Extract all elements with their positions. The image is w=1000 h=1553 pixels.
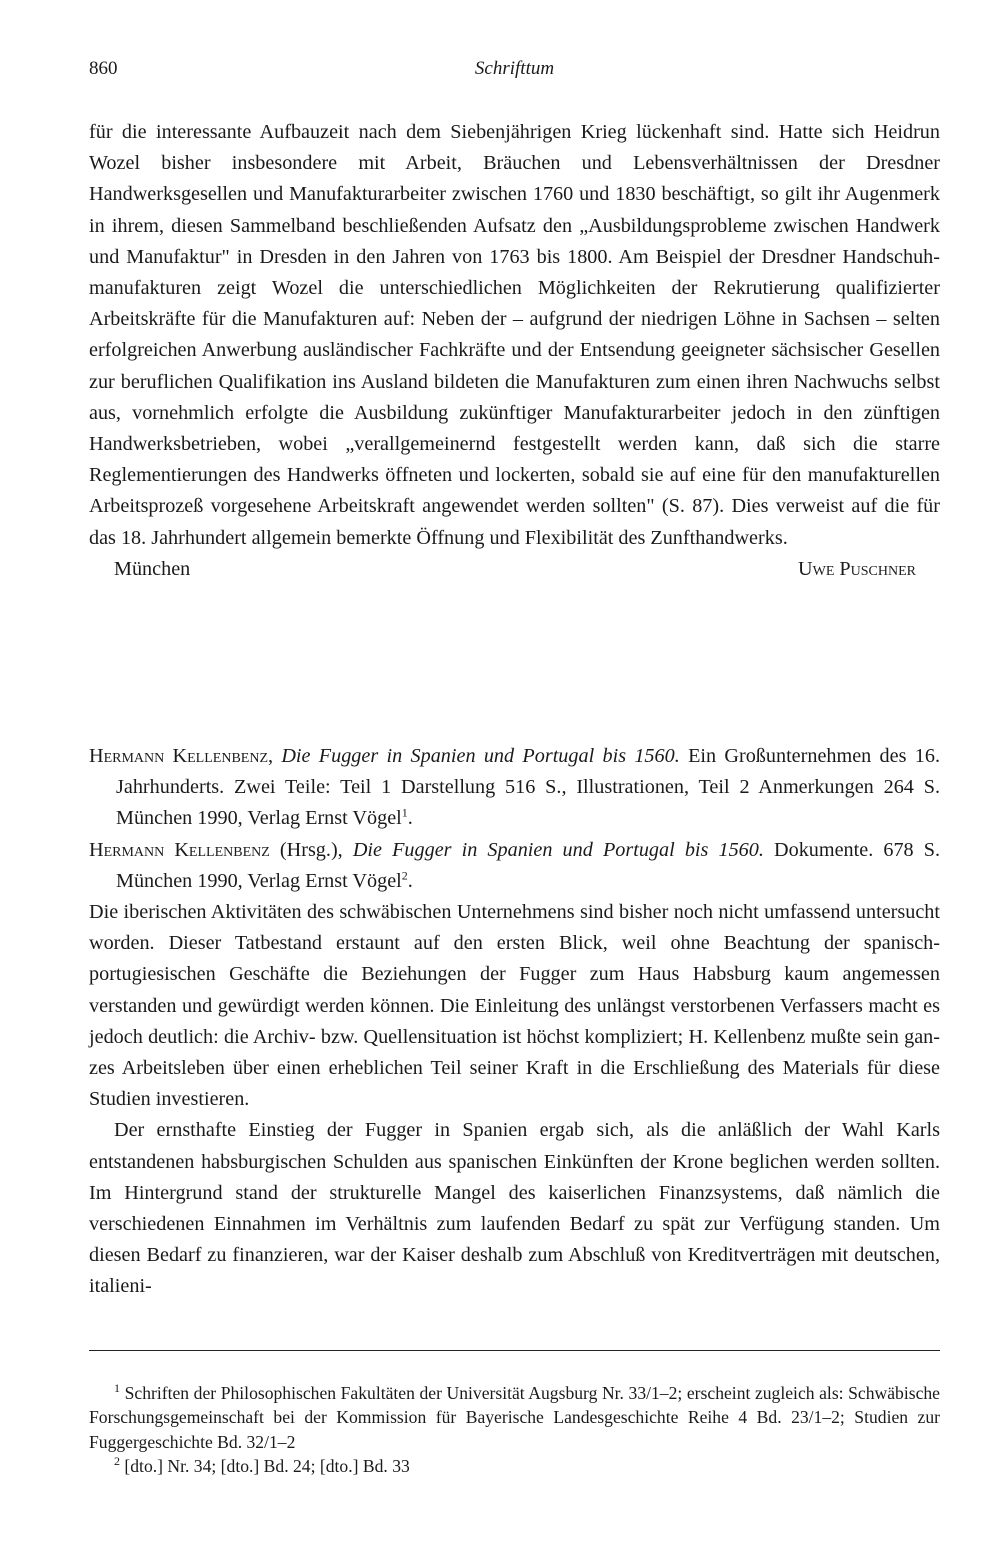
entry-details: Ein Großunternehmen des 16. Jahrhunderts. Zwei Teile: Teil 1 Darstellung 516 S., Illustrationen, Teil 2 Anmerkungen 264 S. München 1990, Verlag Ernst Vögel xyxy=(116,745,940,830)
footnote-text: [dto.] Nr. 34; [dto.] Bd. 24; [dto.] Bd. 33 xyxy=(124,1456,410,1477)
running-title: Schrifttum xyxy=(474,58,555,79)
entry-title: Die Fugger in Spanien und Portugal bis 1560. xyxy=(281,745,680,767)
previous-review-paragraph: für die interessante Aufbauzeit nach dem Siebenjährigen Krieg lückenhaft sind. Hatte sich Heidrun Wozel bisher insbesondere mit Arbeit, Bräuchen und Lebensverhältnissen der Dresdner Handwerksgesellen und Manufakturarbeiter zwischen 1760 und 1830 beschäftigt, so gilt ihr Augenmerk in ihrem, diesen Sammelband beschließenden Aufsatz den „Ausbildungsprobleme zwischen Handwerk und Manufaktur" in Dresden in den Jahren von 1763 bis 1800. Am Beispiel der Dresdner Handschuhmanufakturen zeigt Wozel die unterschiedlichen Möglichkeiten der Rekrutierung qualifizierter Arbeitskräfte für die Manufakturen auf: Neben der – aufgrund der niedrigen Löhne in Sachsen – selten erfolgreichen Anwerbung ausländischer Fachkräfte und der Entsendung geeigneter sächsischer Gesellen zur beruflichen Qualifikation ins Ausland bildeten die Manufakturen zum einen ihren Nachwuchs selbst aus, vornehmlich erfolgte die Ausbildung zukünftiger Manufakturarbeiter jedoch in den zünftigen Handwerksbetrieben, wobei „verallgemeinernd festgestellt werden kann, daß sich die starre Reglementierungen des Handwerks öffneten und lockerten, sobald sie auf eine für den manufakturellen Arbeitsprozeß vorgesehene Arbeitskraft angewendet werden sollten" (S. 87). Dies verweist auf die für das 18. Jahrhundert allgemein bemerkte Öffnung und Flexibilität des Zunfthandwerks. xyxy=(89,121,940,549)
review-text xyxy=(89,897,940,1303)
review-paragraph: Die iberischen Aktivitäten des schwäbischen Unternehmens sind bisher noch nicht umfassend untersucht worden. Dieser Tatbestand erstaunt auf den ersten Blick, weil ohne Beachtung der spanisch-portugiesischen Geschäfte die Beziehungen der Fugger zum Haus Habsburg kaum angemessen verstanden und gewürdigt werden können. Die Einleitung des unlängst verstorbenen Verfassers macht es jedoch deutlich: die Archiv- bzw. Quellensituation ist höchst kompliziert; H. Kellenbenz mußte sein ganzes Arbeitsleben über einen erheblichen Teil seiner Kraft in die Erschließung des Materials für diese Studien investieren. xyxy=(89,901,940,1111)
page-number: 860 xyxy=(89,58,118,79)
previous-review-end xyxy=(89,117,940,585)
reviewer-name: Uwe Puschner xyxy=(798,557,916,580)
footnote-ref: 2 xyxy=(401,868,408,883)
review-signoff xyxy=(89,554,940,585)
footnote-text: Schriften der Philosophischen Fakultäten der Universität Augsburg Nr. 33/1–2; erscheint zugleich als: Schwäbische Forschungsgemeinschaft bei der Kommission für Bayerische Landesgeschichte Reihe 4 Bd. 23/1–2; Studien zur Fuggergeschichte Bd. 32/1–2 xyxy=(89,1383,940,1452)
entry-author-suffix: (Hrsg.), xyxy=(279,838,343,861)
entry-end: . xyxy=(407,807,413,830)
entry-author: Hermann Kellenbenz xyxy=(89,838,270,861)
entry-title: Die Fugger in Spanien und Portugal bis 1560. xyxy=(352,838,764,861)
entry-details: Dokumente. 678 S. München 1990, Verlag Ernst Vögel xyxy=(116,838,941,892)
new-review xyxy=(89,741,940,1303)
bibliographic-entry xyxy=(89,835,940,897)
footnote xyxy=(89,1454,940,1478)
footnote-marker: 1 xyxy=(114,1381,120,1396)
review-paragraph: Der ernsthafte Einstieg der Fugger in Spanien ergab sich, als die anläßlich der Wahl Karls entstandenen habsburgischen Schulden aus spanischen Einkünften der Krone beglichen werden sollten. Im Hintergrund stand der strukturelle Mangel des kaiserlichen Finanzsystems, daß nämlich die verschiedenen Einnahmen im Verhältnis zum laufenden Bedarf zu spät zur Verfügung standen. Um diesen Bedarf zu finanzieren, war der Kaiser deshalb zum Abschluß von Kreditverträgen mit deutschen, italieni- xyxy=(89,1119,940,1298)
footnote-divider xyxy=(89,1350,940,1351)
entry-author: Hermann Kellenbenz, xyxy=(89,745,274,767)
bibliographic-entry xyxy=(89,741,940,835)
footnote-marker: 2 xyxy=(114,1454,120,1469)
footnote xyxy=(89,1381,940,1454)
footnote-ref: 1 xyxy=(401,805,408,820)
page-header xyxy=(89,58,940,86)
review-place: München xyxy=(114,557,191,580)
footnotes xyxy=(89,1381,940,1479)
entry-end: . xyxy=(407,869,413,892)
